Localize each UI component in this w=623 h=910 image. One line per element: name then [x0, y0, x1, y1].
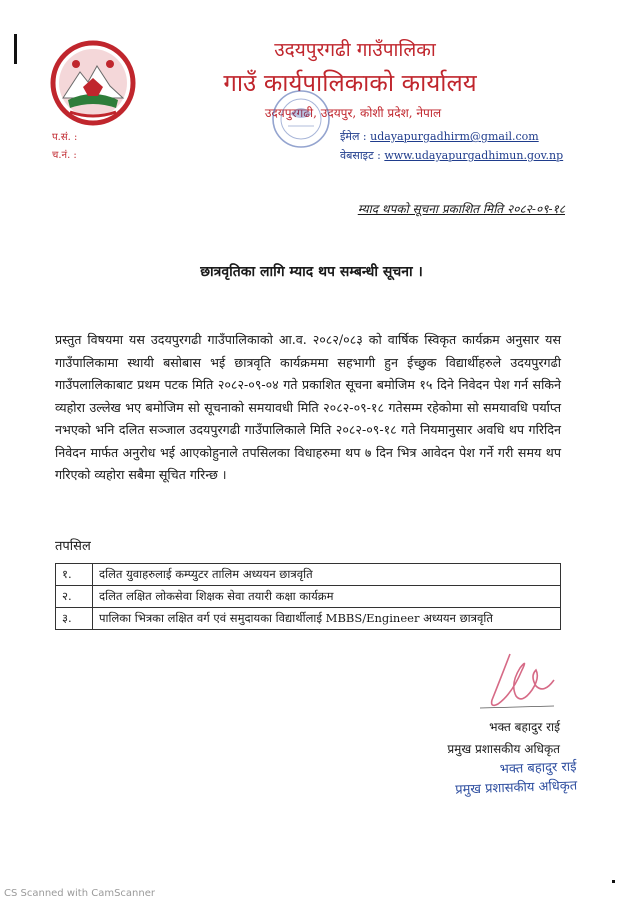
row-text: दलित लक्षित लोकसेवा शिक्षक सेवा तयारी कक्षा कार्यक्रम [93, 586, 561, 608]
scan-dot [612, 880, 615, 883]
row-number: २. [56, 586, 93, 608]
reference-number-label: प.सं. : [52, 132, 78, 143]
website-label: वेबसाइट : [340, 149, 381, 162]
signatory-title: प्रमुख प्रशासकीय अधिकृत [447, 742, 560, 756]
nepal-emblem-icon [50, 40, 136, 126]
website-link[interactable]: www.udayapurgadhimun.gov.np [384, 149, 564, 162]
program-table [55, 563, 561, 630]
publication-date: म्याद थपको सूचना प्रकाशित मिति २०८२-०९-१८ [357, 202, 565, 216]
row-number: ३. [56, 608, 93, 630]
office-address: उदयपुरगढी, उदयपुर, कोशी प्रदेश, नेपाल [264, 106, 442, 120]
notice-body: प्रस्तुत विषयमा यस उदयपुरगढी गाउँपालिकाको आ.व. २०८२/०८३ को वार्षिक स्विकृत कार्यक्रम अनुसार यस गाउँपालिकामा स्थायी बसोबास भई छात्रवृति कार्यक्रममा सहभागी हुन ईच्छुक विद्यार्थीहरुले उदयपुरगढी गाउँपलालिकाबाट प्रथम पटक मिति २०८२-०९-०४ गते प्रकाशित सूचना बमोजिम १५ दिने निवेदन पेश गर्न सकिने व्यहोरा उल्लेख भए बमोजिम सो सूचनाको समयावधी मिति २०८२-०९-१८ गतेसम्म रहेकोमा सो समयावधि पर्याप्त नभएको भनि दलित सञ्जाल उदयपुरगढी गाउँपालिकाले मिति २०८२-०९-१८ गते नियमानुसार अवधि थप गरिदिन निवेदन मार्फत अनुरोध भई आएकोहुनाले तपसिलका विधाहरुमा थप ७ दिन भित्र आवेदन पेश गर्ने गरी समय थप गरिएको व्यहोरा सबैमा सूचित गरिन्छ । [55, 332, 561, 482]
camscanner-watermark: CS Scanned with CamScanner [4, 888, 155, 899]
table-row [56, 564, 561, 586]
scan-edge-mark [14, 34, 17, 64]
office-name: गाउँ कार्यपालिकाको कार्यालय [223, 69, 477, 97]
stamp-title: प्रमुख प्रशासकीय अधिकृत [454, 778, 578, 798]
dispatch-number-label: च.नं. : [52, 150, 77, 161]
signature-icon [470, 650, 556, 712]
notice-subject: छात्रवृतिका लागि म्याद थप सम्बन्धी सूचना । [200, 264, 423, 280]
row-number: १. [56, 564, 93, 586]
email-label: ईमेल : [340, 130, 367, 143]
email-row [340, 129, 539, 144]
row-text: दलित युवाहरुलाई कम्प्युटर तालिम अध्ययन छात्रवृति [93, 564, 561, 586]
stamp-name: भक्त बहादुर राई [499, 759, 577, 778]
email-link[interactable]: udayapurgadhirm@gmail.com [370, 130, 539, 143]
website-row [340, 148, 563, 163]
annex-label: तपसिल [55, 539, 91, 554]
row-text: पालिका भित्रका लक्षित वर्ग एवं समुदायका विद्यार्थीलाई MBBS/Engineer अध्ययन छात्रवृति [93, 608, 561, 630]
official-stamp [431, 757, 577, 806]
table-row [56, 608, 561, 630]
table-row [56, 586, 561, 608]
signatory-name: भक्त बहादुर राई [489, 720, 560, 734]
municipality-name: उदयपुरगढी गाउँपालिका [274, 39, 436, 61]
office-seal-icon [270, 88, 332, 150]
